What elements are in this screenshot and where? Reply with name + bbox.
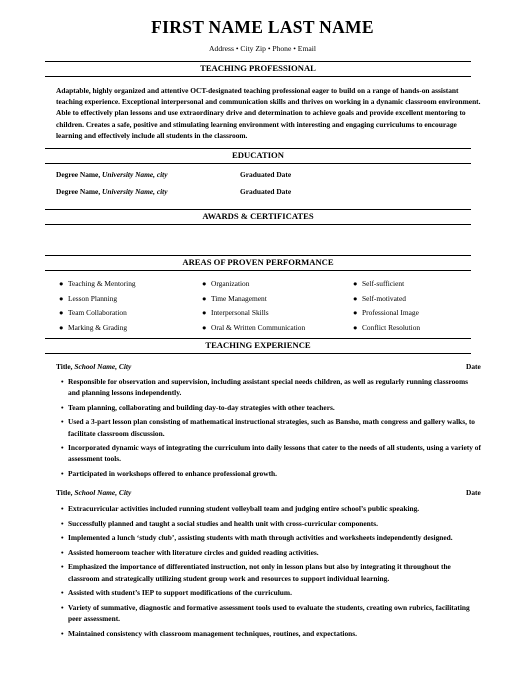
list-item: • Responsible for observation and supervision, including assistant special needs children, as well as regularly running classrooms and planning lessons independently.	[61, 376, 481, 398]
list-item: • Assisted homeroom teacher with literature circles and guided reading activities.	[61, 547, 481, 558]
divider	[45, 76, 471, 77]
bullet-icon: ●	[353, 279, 358, 288]
skill-item: ● Interpersonal Skills	[202, 308, 269, 317]
section-title-profile: TEACHING PROFESSIONAL	[200, 63, 316, 73]
bullet-icon: ●	[59, 294, 64, 303]
list-item: • Emphasized the importance of differentiated instruction, not only in lesson plans but also by integrating it throughout the classroom and strategically utilizing student group work and resources to support individual learning.	[61, 561, 481, 583]
divider	[45, 353, 471, 354]
divider	[45, 148, 471, 149]
divider	[45, 163, 471, 164]
skill-item: ● Team Collaboration	[59, 308, 127, 317]
education-degree: Degree Name, University Name, city	[56, 170, 168, 179]
job-bullet-list	[61, 503, 481, 642]
list-item: • Team planning, collaborating and building day-to-day strategies with other teachers.	[61, 402, 481, 413]
section-title-skills: AREAS OF PROVEN PERFORMANCE	[182, 257, 334, 267]
skill-item: ● Self-motivated	[353, 294, 406, 303]
skill-item: ● Marking & Grading	[59, 323, 128, 332]
job-title: Title, School Name, City	[56, 488, 132, 497]
education-school: University Name, city	[102, 187, 168, 196]
bullet-icon: ●	[202, 294, 207, 303]
divider	[45, 270, 471, 271]
skill-item: ● Oral & Written Communication	[202, 323, 306, 332]
bullet-icon: ●	[353, 308, 358, 317]
list-item: • Used a 3-part lesson plan consisting of mathematical instructional strategies, such as Bansho, math congress and gallery walks, to facilitate classroom discussion.	[61, 416, 481, 438]
section-title-education: EDUCATION	[232, 150, 284, 160]
divider	[45, 224, 471, 225]
job-date: Date	[466, 362, 481, 371]
bullet-icon: ●	[353, 323, 358, 332]
education-school: University Name, city	[102, 170, 168, 179]
list-item: • Participated in workshops offered to enhance professional growth.	[61, 468, 481, 479]
skill-item: ● Conflict Resolution	[353, 323, 421, 332]
skill-item: ● Lesson Planning	[59, 294, 118, 303]
job-title: Title, School Name, City	[56, 362, 132, 371]
education-date: Graduated Date	[240, 170, 292, 179]
skill-item: ● Professional Image	[353, 308, 419, 317]
divider	[45, 209, 471, 210]
list-item: • Implemented a lunch ‘study club’, assisting students with math through activities and worksheets independently designed.	[61, 532, 481, 543]
candidate-name: FIRST NAME LAST NAME	[151, 17, 374, 37]
section-title-awards: AWARDS & CERTIFICATES	[202, 211, 314, 221]
education-degree: Degree Name, University Name, city	[56, 187, 168, 196]
education-date: Graduated Date	[240, 187, 292, 196]
list-item: • Assisted with student’s IEP to support modifications of the curriculum.	[61, 587, 481, 598]
bullet-icon: ●	[202, 308, 207, 317]
bullet-icon: ●	[353, 294, 358, 303]
list-item: • Incorporated dynamic ways of integrating the curriculum into daily lessons that cater to the needs of all students, using a variety of assessment tools.	[61, 442, 481, 464]
section-title-experience: TEACHING EXPERIENCE	[205, 340, 311, 350]
skill-item: ● Time Management	[202, 294, 267, 303]
skill-item: ● Teaching & Mentoring	[59, 279, 136, 288]
professional-summary: Adaptable, highly organized and attentive OCT-designated teaching professional eager to build on a range of hands-on assistant teaching experience. Exceptional interpersonal and communication skills and thrives on working in a dynamic classroom environment. Able to effectively plan lessons and use extraordinary drive and determination to achieve goals and provide excellent mentoring to children. Creates a safe, positive and stimulating learning environment with interesting and engaging curriculums to encourage learning and effectively include all students in the classroom.	[56, 86, 481, 140]
bullet-icon: ●	[202, 279, 207, 288]
job-bullet-list	[61, 376, 481, 483]
skill-item: ● Organization	[202, 279, 250, 288]
list-item: • Extracurricular activities included running student volleyball team and judging entire school’s public speaking.	[61, 503, 481, 514]
list-item: • Maintained consistency with classroom management techniques, routines, and expectations.	[61, 628, 481, 639]
list-item: • Variety of summative, diagnostic and formative assessment tools used to evaluate the students, creating own rubrics, facilitating peer assessment.	[61, 602, 481, 624]
bullet-icon: ●	[202, 323, 207, 332]
bullet-icon: ●	[59, 308, 64, 317]
bullet-icon: ●	[59, 279, 64, 288]
job-school: School Name, City	[74, 488, 132, 497]
skill-item: ● Self-sufficient	[353, 279, 405, 288]
list-item: • Successfully planned and taught a social studies and health unit with cross-curricular components.	[61, 518, 481, 529]
divider	[45, 338, 471, 339]
divider	[45, 61, 471, 62]
job-date: Date	[466, 488, 481, 497]
divider	[45, 255, 471, 256]
job-school: School Name, City	[74, 362, 132, 371]
bullet-icon: ●	[59, 323, 64, 332]
contact-line: Address • City Zip • Phone • Email	[209, 44, 316, 53]
